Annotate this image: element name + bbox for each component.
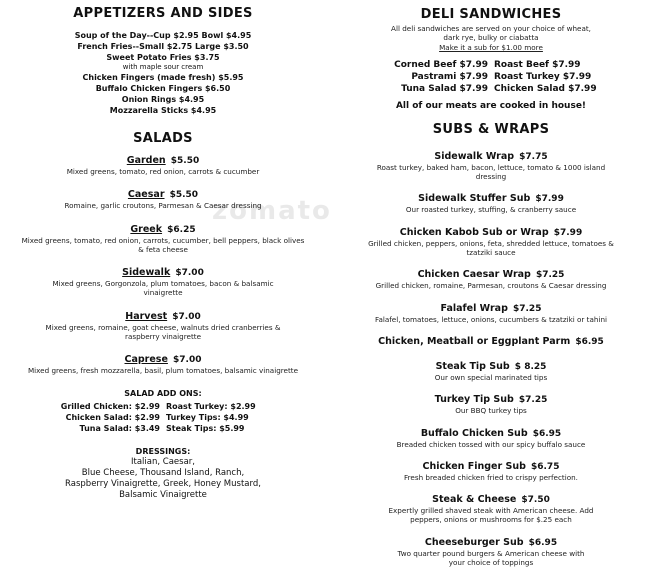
subs-heading: SUBS & WRAPS [432,121,550,137]
sub-desc: Expertly grilled shaved steak with American cheese. Add peppers, onions or mushrooms for $.25 each [388,506,594,525]
salad-item [0,148,326,176]
sub-item [332,530,650,567]
salad-price: $5.50 [170,156,200,166]
list-item: Italian, Caesar, [131,456,195,467]
salad-item [0,217,326,255]
deli-note: Make it a sub for $1.00 more [439,42,543,52]
sub-price: $7.99 [553,227,583,238]
addons-table [45,401,281,434]
appetizers-list [0,30,326,116]
sub-price: $6.75 [530,461,560,472]
salad-name: Caprese [124,354,168,366]
salad-name: Garden [126,155,166,166]
table-row [363,59,619,71]
salad-desc: Mixed greens, Gorgonzola, plum tomatoes, bacon & balsamic vinaigrette [52,279,274,298]
deli-heading: DELI SANDWICHES [420,7,562,22]
list-item: Chicken Fingers (made fresh) $5.95 [82,73,244,82]
salad-desc: Mixed greens, tomato, red onion, carrots, cucumber, bell peppers, black olives & feta cheese [21,235,305,254]
salad-desc: Mixed greens, tomato, red onion, carrots & cucumber [66,167,260,176]
sub-item [332,487,650,525]
list-item: Blue Cheese, Thousand Island, Ranch, [81,467,245,478]
list-item: Soup of the Day--Cup $2.95 Bowl $4.95 [74,31,252,40]
sub-price: $6.95 [528,537,558,548]
sub-item [332,186,650,214]
sub-price: $7.50 [521,495,550,506]
list-item: Onion Rings $4.95 [121,95,205,104]
sub-desc: Fresh breaded chicken fried to crispy perfection. [404,472,578,482]
salad-desc: Mixed greens, romaine, goat cheese, walnuts dried cranberries & raspberry vinaigrette [45,322,281,342]
addon-cell: Grilled Chicken: $2.99 [60,401,160,411]
sub-name: Sidewalk Wrap [434,150,515,162]
addon-cell: Turkey Tips: $4.99 [166,412,249,422]
sub-item [332,144,650,182]
dressings-heading: DRESSINGS: [135,446,191,456]
table-row [363,83,619,95]
list-item: Sweet Potato Fries $3.75 [106,53,220,62]
sub-item [332,421,650,449]
sub-price: $7.25 [518,395,548,406]
deli-cell: Roast Beef $7.99 [494,59,581,70]
salad-item [0,347,326,375]
salad-price: $5.50 [169,190,199,201]
sub-item [332,329,650,348]
sub-item [332,354,650,382]
sub-desc: Falafel, tomatoes, lettuce, onions, cucumbers & tzatziki or tahini [374,314,607,324]
sub-desc: Two quarter pound burgers & American cheese with your choice of toppings [397,548,585,567]
sub-desc: Grilled chicken, peppers, onions, feta, shredded lettuce, tomatoes & tzatziki sauce [368,238,614,258]
sub-name: Buffalo Chicken Sub [420,427,528,439]
addon-cell: Roast Turkey: $2.99 [166,401,256,411]
sub-price: $7.25 [535,270,565,281]
sub-desc: Roast turkey, baked ham, bacon, lettuce, tomato & 1000 island dressing [376,162,606,182]
list-item-note: with maple sour cream [122,63,204,71]
addons-heading: SALAD ADD ONS: [124,388,202,398]
table-row [45,423,281,434]
sub-name: Chicken Caesar Wrap [417,269,531,281]
sub-price: $7.99 [535,194,564,205]
salad-name: Harvest [125,310,168,322]
list-item: Raspberry Vinaigrette, Greek, Honey Mustard, [65,478,261,489]
watermark: zomato [212,196,332,226]
dressings-list [0,457,326,501]
sub-name: Chicken, Meatball or Eggplant Parm [378,335,571,347]
sub-desc: Grilled chicken, romaine, Parmesan, croutons & Caesar dressing [375,281,607,291]
salad-price: $7.00 [173,355,202,366]
deli-footer: All of our meats are cooked in house! [395,100,587,111]
salad-price: $7.00 [172,311,201,322]
sub-price: $ 8.25 [514,361,547,372]
sub-price: $6.95 [575,336,604,347]
salad-desc: Mixed greens, fresh mozzarella, basil, plum tomatoes, balsamic vinaigrette [27,366,299,376]
sub-item [332,387,650,415]
deli-cell: Pastrami $7.99 [411,71,488,82]
sub-name: Steak Tip Sub [435,360,510,372]
deli-cell: Chicken Salad $7.99 [494,83,597,94]
salad-item [0,260,326,298]
sub-name: Falafel Wrap [440,302,508,314]
list-item: Buffalo Chicken Fingers $6.50 [95,84,231,93]
sub-desc: Our roasted turkey, stuffing, & cranberry sauce [405,205,577,215]
salad-item [0,304,326,342]
deli-cell: Tuna Salad $7.99 [401,83,488,94]
sub-desc: Our BBQ turkey tips [455,406,527,416]
sub-name: Chicken Kabob Sub or Wrap [399,226,549,238]
deli-note: All deli sandwiches are served on your choice of wheat, [391,24,591,33]
deli-cell: Roast Turkey $7.99 [494,71,592,82]
salad-desc: Romaine, garlic croutons, Parmesan & Caesar dressing [64,201,262,211]
addon-cell: Steak Tips: $5.99 [166,423,245,433]
salad-item [0,182,326,210]
sub-item [332,454,650,482]
addon-cell: Chicken Salad: $2.99 [65,412,160,422]
sub-price: $7.75 [519,151,548,162]
sub-item [332,220,650,258]
table-row [45,412,281,423]
list-item: French Fries--Small $2.75 Large $3.50 [77,42,249,51]
sub-desc: Breaded chicken tossed with our spicy buffalo sauce [396,439,586,449]
deli-note: dark rye, bulky or ciabatta [443,33,539,43]
sub-name: Sidewalk Stuffer Sub [418,193,531,205]
right-column [332,0,650,567]
deli-table [363,59,619,95]
sub-name: Chicken Finger Sub [422,460,526,472]
sub-name: Steak & Cheese [432,494,517,506]
sub-name: Cheeseburger Sub [424,536,524,548]
sub-name: Turkey Tip Sub [434,394,514,406]
table-row [363,71,619,83]
salads-heading: SALADS [133,131,193,146]
salad-name: Greek [130,223,163,235]
addon-cell: Tuna Salad: $3.49 [79,423,160,433]
deli-cell: Corned Beef $7.99 [394,59,488,70]
list-item: Balsamic Vinaigrette [119,489,207,500]
list-item: Mozzarella Sticks $4.95 [109,106,217,115]
sub-price: $7.25 [512,303,542,314]
sub-desc: Our own special marinated tips [434,372,548,382]
sub-price: $6.95 [532,428,562,439]
salad-price: $6.25 [167,224,196,235]
salad-name: Sidewalk [122,267,171,279]
sub-item [332,262,650,290]
table-row [45,401,281,412]
left-column [0,0,326,501]
salad-name: Caesar [127,189,165,201]
sub-item [332,296,650,324]
appetizers-heading: APPETIZERS AND SIDES [73,6,253,21]
salad-price: $7.00 [175,268,204,279]
